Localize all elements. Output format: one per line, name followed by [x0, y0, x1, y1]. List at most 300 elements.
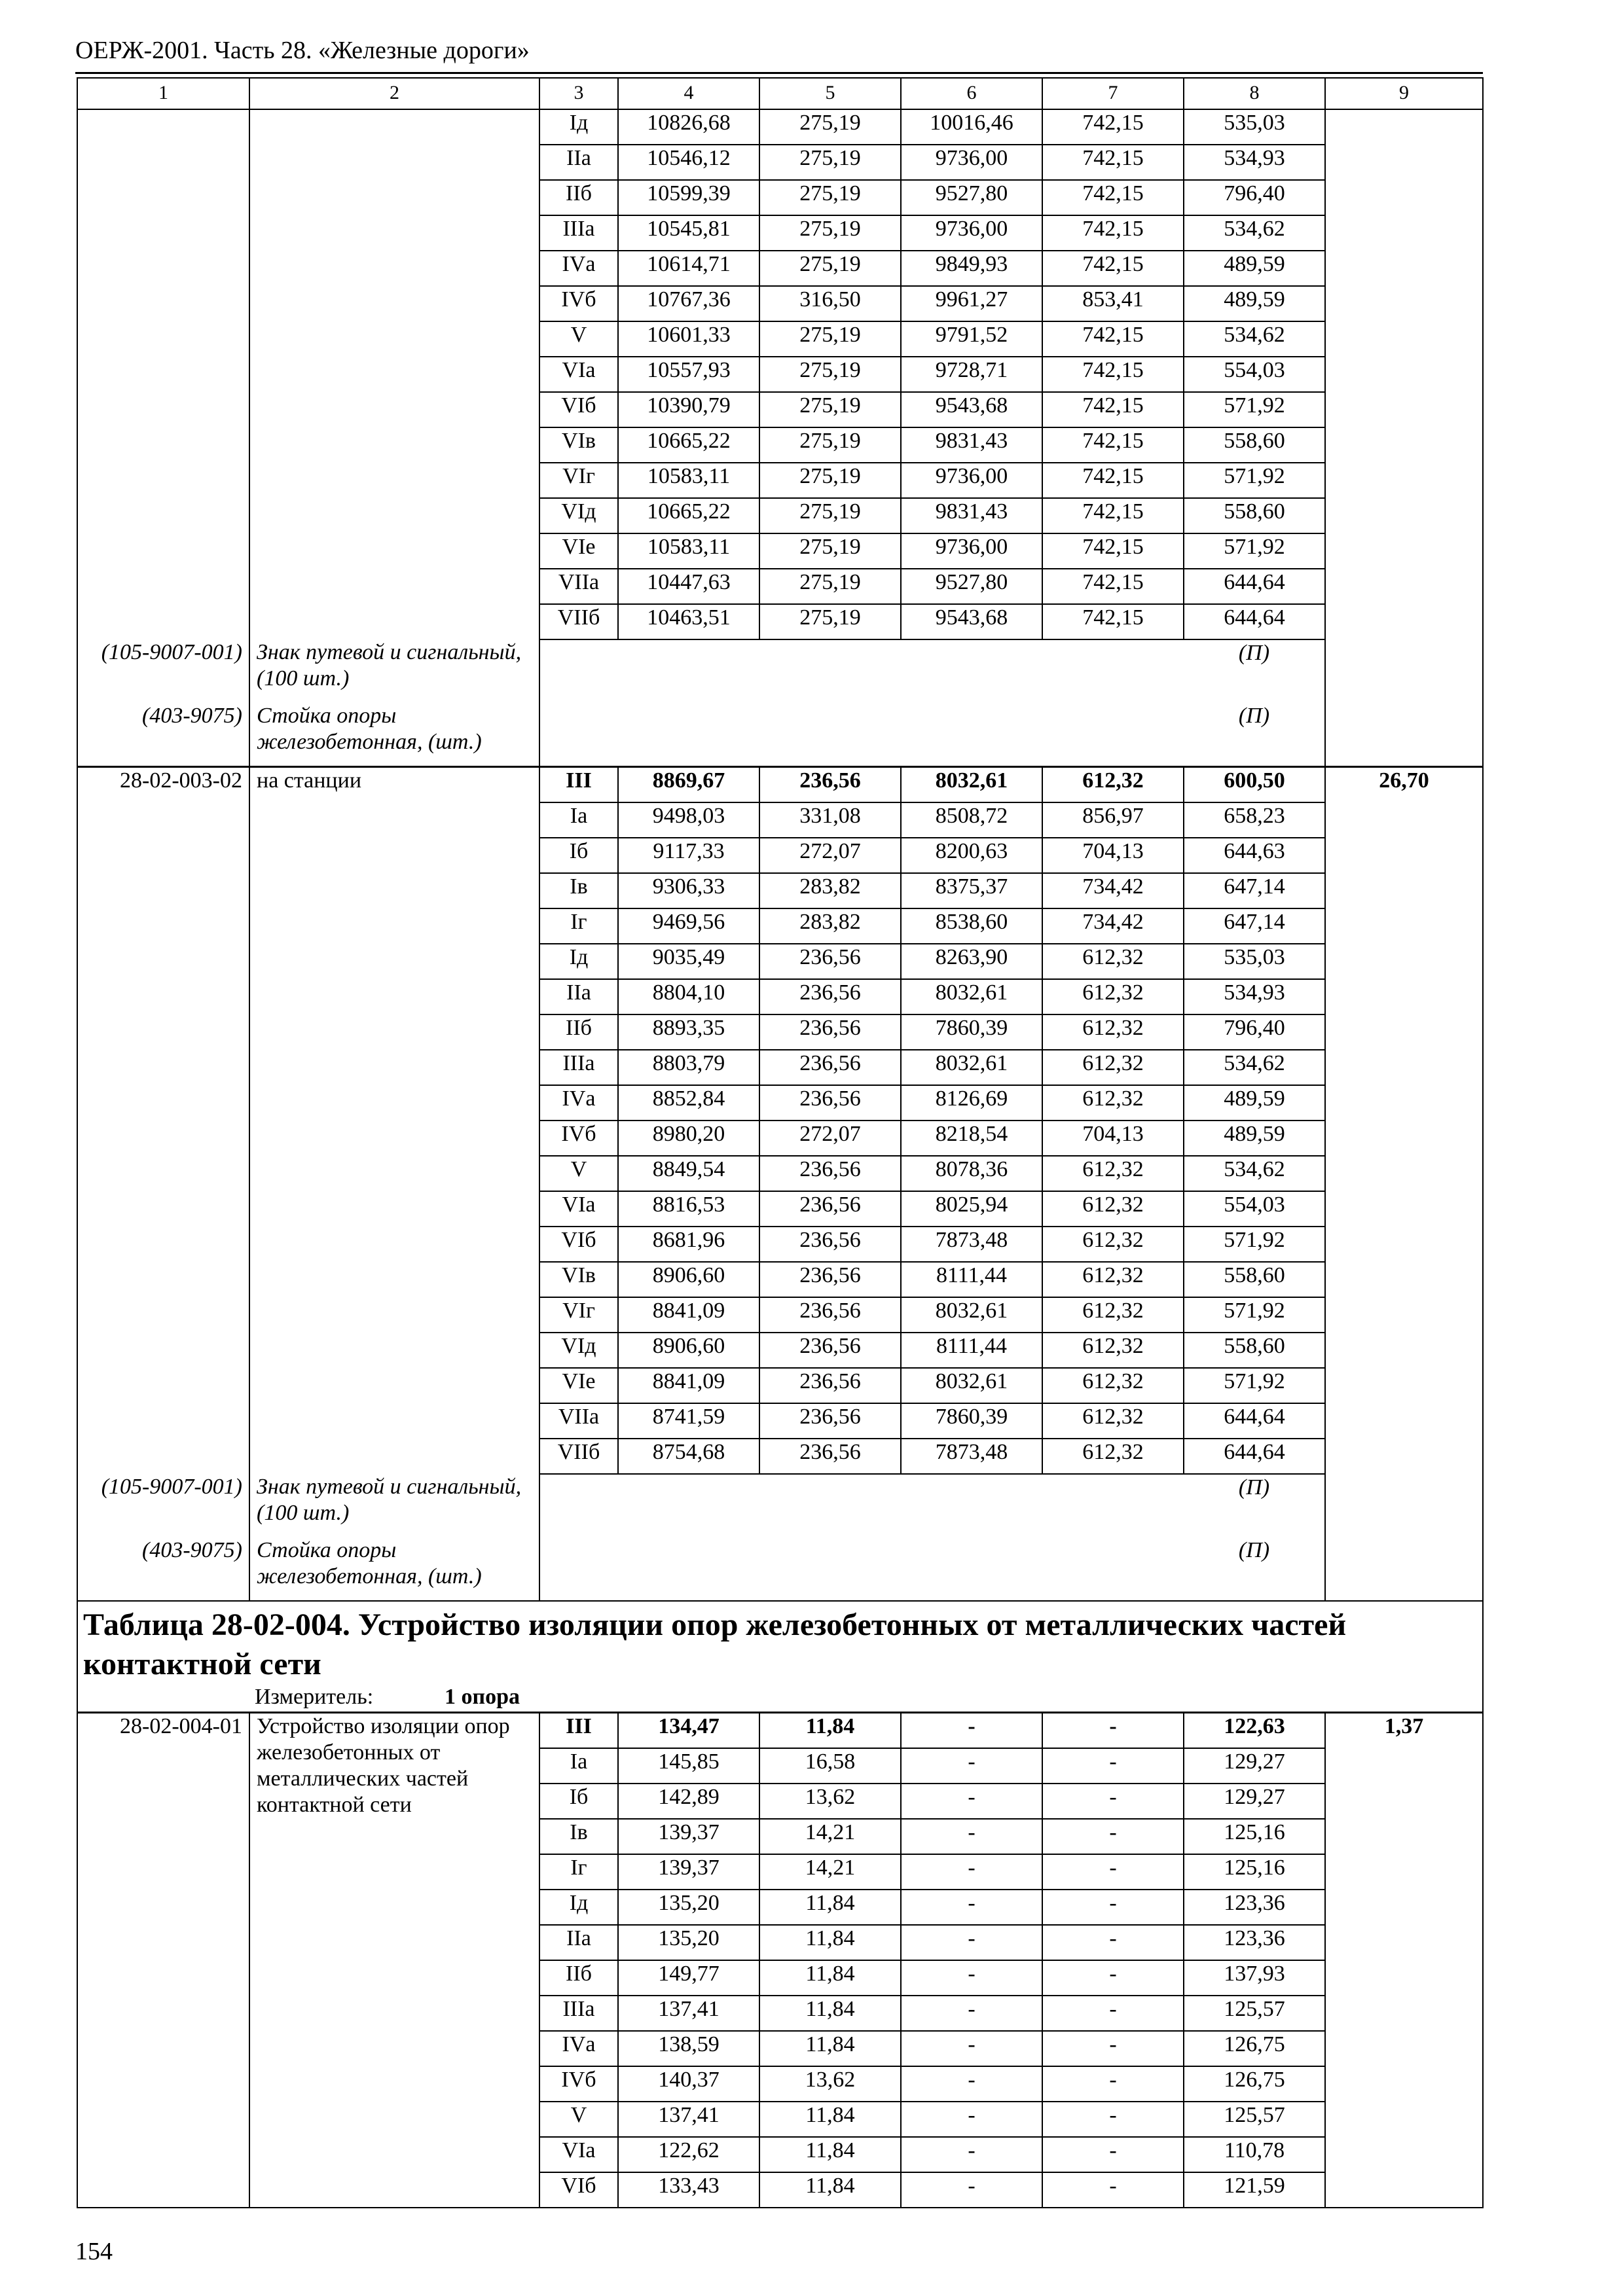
empty-cell	[901, 703, 1042, 767]
materials-cell: 535,03	[1184, 109, 1325, 145]
work-name-cell	[249, 498, 539, 533]
machines-cell: 9543,68	[901, 392, 1042, 427]
measure-cell	[77, 1684, 1483, 1713]
materials-cell: 125,57	[1184, 1996, 1325, 2031]
table-row	[77, 1085, 1483, 1121]
column-number: 6	[901, 78, 1042, 109]
column-number-row	[77, 78, 1483, 109]
measure-label: Измеритель:	[255, 1685, 374, 1709]
machinist-wages-cell: 612,32	[1042, 1403, 1184, 1439]
rate-code-cell	[77, 979, 249, 1014]
resource-note-row	[77, 639, 1483, 703]
labor-cost-cell	[1325, 109, 1483, 145]
labor-cost-cell	[1325, 463, 1483, 498]
materials-cell: 644,64	[1184, 604, 1325, 639]
region-cell: Iа	[539, 1748, 618, 1784]
labor-cost-cell	[1325, 944, 1483, 979]
work-name-cell	[249, 2137, 539, 2172]
region-cell: IVб	[539, 286, 618, 321]
machines-cell: 9736,00	[901, 145, 1042, 180]
machines-cell: -	[901, 1925, 1042, 1960]
rate-code-cell	[77, 1439, 249, 1474]
rate-code-cell	[77, 1085, 249, 1121]
region-cell: VIг	[539, 463, 618, 498]
region-cell: V	[539, 2102, 618, 2137]
region-cell: Iв	[539, 873, 618, 908]
region-cell: IIа	[539, 1925, 618, 1960]
machinist-wages-cell: -	[1042, 1996, 1184, 2031]
rates-table	[77, 77, 1484, 2208]
empty-cell	[539, 703, 618, 767]
materials-cell: 121,59	[1184, 2172, 1325, 2208]
machines-cell: -	[901, 1996, 1042, 2031]
labor-cost-cell	[1325, 1368, 1483, 1403]
table-row	[77, 1121, 1483, 1156]
rate-code-cell	[77, 802, 249, 838]
rates-table-body	[77, 78, 1483, 2208]
wages-cell: 275,19	[759, 109, 901, 145]
total-cost-cell: 8841,09	[618, 1368, 759, 1403]
labor-cost-cell	[1325, 357, 1483, 392]
work-name-cell	[249, 2066, 539, 2102]
rate-code-cell	[77, 1262, 249, 1297]
machinist-wages-cell: 704,13	[1042, 1121, 1184, 1156]
rate-code-cell	[77, 2066, 249, 2102]
work-name-cell	[249, 1854, 539, 1890]
machinist-wages-cell: 612,32	[1042, 1050, 1184, 1085]
machinist-wages-cell: 742,15	[1042, 180, 1184, 215]
rate-code-cell	[77, 2102, 249, 2137]
machinist-wages-cell: 742,15	[1042, 569, 1184, 604]
materials-cell: 535,03	[1184, 944, 1325, 979]
labor-cost-cell	[1325, 1121, 1483, 1156]
total-cost-cell: 9306,33	[618, 873, 759, 908]
wages-cell: 236,56	[759, 944, 901, 979]
resource-name: Стойка опоры железобетонная, (шт.)	[249, 703, 539, 767]
machinist-wages-cell: -	[1042, 1854, 1184, 1890]
table-row	[77, 1368, 1483, 1403]
labor-cost-cell	[1325, 1925, 1483, 1960]
work-name-cell	[249, 1996, 539, 2031]
materials-cell: 647,14	[1184, 908, 1325, 944]
work-name-cell	[249, 1960, 539, 1996]
region-cell: IIIа	[539, 215, 618, 251]
rate-code-cell	[77, 873, 249, 908]
region-cell: Iг	[539, 1854, 618, 1890]
table-row	[77, 1050, 1483, 1085]
machinist-wages-cell: 742,15	[1042, 321, 1184, 357]
table-row	[77, 1890, 1483, 1925]
table-row	[77, 1960, 1483, 1996]
region-cell: Iд	[539, 944, 618, 979]
total-cost-cell: 149,77	[618, 1960, 759, 1996]
total-cost-cell: 10614,71	[618, 251, 759, 286]
machines-cell: 8032,61	[901, 767, 1042, 803]
materials-cell: 129,27	[1184, 1748, 1325, 1784]
machinist-wages-cell: 612,32	[1042, 1368, 1184, 1403]
header-rule	[75, 72, 1483, 74]
table-row	[77, 767, 1483, 803]
table-row	[77, 427, 1483, 463]
wages-cell: 272,07	[759, 1121, 901, 1156]
document-header-title: ОЕРЖ-2001. Часть 28. «Железные дороги»	[75, 37, 530, 64]
work-name-cell	[249, 873, 539, 908]
machinist-wages-cell: -	[1042, 1925, 1184, 1960]
empty-cell	[1325, 639, 1483, 703]
empty-cell	[618, 1537, 759, 1601]
labor-cost-cell	[1325, 838, 1483, 873]
resource-note-row	[77, 1537, 1483, 1601]
rate-code-cell	[77, 1748, 249, 1784]
labor-cost-cell	[1325, 604, 1483, 639]
resource-mark: (П)	[1238, 1475, 1270, 1499]
table-row	[77, 2172, 1483, 2208]
labor-cost-cell	[1325, 1403, 1483, 1439]
wages-cell: 236,56	[759, 1014, 901, 1050]
wages-cell: 275,19	[759, 215, 901, 251]
machinist-wages-cell: 742,15	[1042, 604, 1184, 639]
machinist-wages-cell: -	[1042, 1713, 1184, 1749]
total-cost-cell: 8681,96	[618, 1227, 759, 1262]
rate-code-cell	[77, 1227, 249, 1262]
rate-code-cell	[77, 1014, 249, 1050]
table-row	[77, 2102, 1483, 2137]
labor-cost-cell	[1325, 1156, 1483, 1191]
labor-cost-cell	[1325, 145, 1483, 180]
work-name-cell	[249, 1156, 539, 1191]
wages-cell: 236,56	[759, 1191, 901, 1227]
wages-cell: 13,62	[759, 2066, 901, 2102]
region-cell: IVа	[539, 2031, 618, 2066]
measure-value: 1 опора	[445, 1685, 520, 1709]
total-cost-cell: 145,85	[618, 1748, 759, 1784]
work-name-cell	[249, 145, 539, 180]
machines-cell: -	[901, 1960, 1042, 1996]
materials-cell: 534,62	[1184, 321, 1325, 357]
labor-cost-cell	[1325, 2066, 1483, 2102]
materials-cell: 571,92	[1184, 392, 1325, 427]
rate-code-cell	[77, 604, 249, 639]
wages-cell: 11,84	[759, 2102, 901, 2137]
materials-cell: 489,59	[1184, 1085, 1325, 1121]
wages-cell: 11,84	[759, 2172, 901, 2208]
labor-cost-cell	[1325, 392, 1483, 427]
wages-cell: 11,84	[759, 2031, 901, 2066]
work-name-cell	[249, 321, 539, 357]
work-name-cell	[249, 2031, 539, 2066]
wages-cell: 14,21	[759, 1819, 901, 1854]
machines-cell: -	[901, 2172, 1042, 2208]
materials-cell: 129,27	[1184, 1784, 1325, 1819]
machines-cell: 8126,69	[901, 1085, 1042, 1121]
labor-cost-cell	[1325, 569, 1483, 604]
table-row	[77, 1262, 1483, 1297]
materials-cell: 534,62	[1184, 215, 1325, 251]
table-row	[77, 2066, 1483, 2102]
wages-cell: 236,56	[759, 1262, 901, 1297]
column-number: 4	[618, 78, 759, 109]
labor-cost-cell	[1325, 321, 1483, 357]
materials-cell: 644,64	[1184, 569, 1325, 604]
total-cost-cell: 142,89	[618, 1784, 759, 1819]
machines-cell: 8375,37	[901, 873, 1042, 908]
materials-cell: 796,40	[1184, 180, 1325, 215]
work-name-cell	[249, 1085, 539, 1121]
region-cell: IVб	[539, 2066, 618, 2102]
wages-cell: 275,19	[759, 145, 901, 180]
region-cell: III	[539, 767, 618, 803]
work-name-cell	[249, 908, 539, 944]
labor-cost-cell	[1325, 908, 1483, 944]
materials-cell: 558,60	[1184, 1333, 1325, 1368]
table-row	[77, 392, 1483, 427]
table-row	[77, 1854, 1483, 1890]
table-row	[77, 533, 1483, 569]
materials-cell: 123,36	[1184, 1890, 1325, 1925]
machines-cell: 9543,68	[901, 604, 1042, 639]
region-cell: VIа	[539, 357, 618, 392]
machinist-wages-cell: 742,15	[1042, 498, 1184, 533]
rate-code-cell	[77, 498, 249, 533]
labor-cost-cell	[1325, 427, 1483, 463]
resource-name: Стойка опоры железобетонная, (шт.)	[249, 1537, 539, 1601]
rate-code-cell	[77, 109, 249, 145]
empty-cell	[1042, 703, 1184, 767]
work-name-cell	[249, 1297, 539, 1333]
empty-cell	[618, 703, 759, 767]
machines-cell: 8111,44	[901, 1262, 1042, 1297]
rate-code-cell: 28-02-003-02	[77, 767, 249, 803]
total-cost-cell: 10665,22	[618, 498, 759, 533]
machines-cell: 8263,90	[901, 944, 1042, 979]
rate-code-cell	[77, 1156, 249, 1191]
machines-cell: 9527,80	[901, 180, 1042, 215]
machinist-wages-cell: 742,15	[1042, 392, 1184, 427]
table-row	[77, 215, 1483, 251]
total-cost-cell: 8804,10	[618, 979, 759, 1014]
resource-code: (105-9007-001)	[77, 1474, 249, 1537]
empty-cell	[618, 1474, 759, 1537]
rate-code-cell	[77, 357, 249, 392]
table-row	[77, 321, 1483, 357]
machinist-wages-cell: -	[1042, 1890, 1184, 1925]
total-cost-cell: 10557,93	[618, 357, 759, 392]
machines-cell: -	[901, 2137, 1042, 2172]
total-cost-cell: 8741,59	[618, 1403, 759, 1439]
region-cell: VIе	[539, 533, 618, 569]
materials-cell: 658,23	[1184, 802, 1325, 838]
table-row	[77, 1925, 1483, 1960]
wages-cell: 275,19	[759, 427, 901, 463]
machines-cell: 8032,61	[901, 1297, 1042, 1333]
wages-cell: 275,19	[759, 533, 901, 569]
machines-cell: -	[901, 1784, 1042, 1819]
machinist-wages-cell: 612,32	[1042, 1333, 1184, 1368]
machines-cell: 7873,48	[901, 1439, 1042, 1474]
work-name-cell	[249, 2102, 539, 2137]
total-cost-cell: 137,41	[618, 1996, 759, 2031]
wages-cell: 283,82	[759, 873, 901, 908]
table-row	[77, 1439, 1483, 1474]
wages-cell: 275,19	[759, 392, 901, 427]
table-row	[77, 604, 1483, 639]
machines-cell: 9831,43	[901, 498, 1042, 533]
materials-cell: 644,64	[1184, 1439, 1325, 1474]
labor-cost-cell	[1325, 1960, 1483, 1996]
rate-code-cell	[77, 251, 249, 286]
work-name-cell	[249, 1403, 539, 1439]
wages-cell: 236,56	[759, 1403, 901, 1439]
work-name-cell: на станции	[249, 767, 539, 803]
labor-cost-cell	[1325, 873, 1483, 908]
rate-code-cell	[77, 1297, 249, 1333]
table-row	[77, 802, 1483, 838]
machinist-wages-cell: 612,32	[1042, 1014, 1184, 1050]
table-row	[77, 873, 1483, 908]
materials-cell: 125,16	[1184, 1819, 1325, 1854]
table-row	[77, 979, 1483, 1014]
region-cell: VIа	[539, 2137, 618, 2172]
empty-cell	[759, 639, 901, 703]
rate-code-cell	[77, 427, 249, 463]
machines-cell: 9728,71	[901, 357, 1042, 392]
rate-code-cell	[77, 1121, 249, 1156]
rate-code-cell	[77, 1925, 249, 1960]
labor-cost-cell	[1325, 1050, 1483, 1085]
region-cell: VIв	[539, 1262, 618, 1297]
rate-code-cell	[77, 533, 249, 569]
labor-cost-cell	[1325, 1996, 1483, 2031]
materials-cell: 554,03	[1184, 357, 1325, 392]
rate-code-cell	[77, 569, 249, 604]
work-name-cell	[249, 1050, 539, 1085]
resource-code: (403-9075)	[77, 703, 249, 767]
machines-cell: 9849,93	[901, 251, 1042, 286]
rate-code-cell	[77, 463, 249, 498]
resource-mark: (П)	[1238, 704, 1270, 728]
total-cost-cell: 10665,22	[618, 427, 759, 463]
machines-cell: 8538,60	[901, 908, 1042, 944]
materials-cell: 554,03	[1184, 1191, 1325, 1227]
column-number: 1	[77, 78, 249, 109]
wages-cell: 275,19	[759, 498, 901, 533]
machinist-wages-cell: 742,15	[1042, 463, 1184, 498]
rate-code-cell	[77, 1368, 249, 1403]
work-name-cell	[249, 979, 539, 1014]
rate-code-cell	[77, 1819, 249, 1854]
total-cost-cell: 10583,11	[618, 463, 759, 498]
rate-code-cell	[77, 1333, 249, 1368]
region-cell: VIд	[539, 498, 618, 533]
materials-cell: 558,60	[1184, 1262, 1325, 1297]
work-name-cell	[249, 215, 539, 251]
materials-cell: 125,57	[1184, 2102, 1325, 2137]
materials-cell: 125,16	[1184, 1854, 1325, 1890]
materials-cell: 137,93	[1184, 1960, 1325, 1996]
total-cost-cell: 9498,03	[618, 802, 759, 838]
rate-code-cell	[77, 1890, 249, 1925]
column-number: 3	[539, 78, 618, 109]
machines-cell: -	[901, 1854, 1042, 1890]
table-row	[77, 498, 1483, 533]
materials-cell: 644,64	[1184, 1403, 1325, 1439]
empty-cell	[759, 1474, 901, 1537]
labor-cost-cell	[1325, 1227, 1483, 1262]
rate-code-cell: 28-02-004-01	[77, 1713, 249, 1749]
region-cell: IIб	[539, 1014, 618, 1050]
wages-cell: 14,21	[759, 1854, 901, 1890]
region-cell: V	[539, 1156, 618, 1191]
region-cell: Iг	[539, 908, 618, 944]
wages-cell: 236,56	[759, 1085, 901, 1121]
region-cell: IIб	[539, 180, 618, 215]
machinist-wages-cell: 742,15	[1042, 251, 1184, 286]
table-row	[77, 1297, 1483, 1333]
wages-cell: 11,84	[759, 1925, 901, 1960]
machinist-wages-cell: -	[1042, 1960, 1184, 1996]
table-row	[77, 1014, 1483, 1050]
total-cost-cell: 8803,79	[618, 1050, 759, 1085]
labor-cost-cell	[1325, 1854, 1483, 1890]
machines-cell: 9736,00	[901, 533, 1042, 569]
total-cost-cell: 10767,36	[618, 286, 759, 321]
rate-code-cell	[77, 2137, 249, 2172]
column-number: 8	[1184, 78, 1325, 109]
machines-cell: 9831,43	[901, 427, 1042, 463]
labor-cost-cell	[1325, 286, 1483, 321]
total-cost-cell: 10447,63	[618, 569, 759, 604]
wages-cell: 11,84	[759, 1996, 901, 2031]
labor-cost-cell	[1325, 251, 1483, 286]
region-cell: IVб	[539, 1121, 618, 1156]
machines-cell: -	[901, 1890, 1042, 1925]
table-row	[77, 463, 1483, 498]
wages-cell: 13,62	[759, 1784, 901, 1819]
total-cost-cell: 9035,49	[618, 944, 759, 979]
labor-cost-cell	[1325, 1085, 1483, 1121]
work-name-cell	[249, 1890, 539, 1925]
resource-mark: (П)	[1184, 1537, 1325, 1601]
labor-cost-cell	[1325, 1819, 1483, 1854]
resource-code: (403-9075)	[77, 1537, 249, 1601]
materials-cell: 796,40	[1184, 1014, 1325, 1050]
rate-code-cell	[77, 1191, 249, 1227]
column-number: 7	[1042, 78, 1184, 109]
rate-code-cell	[77, 1960, 249, 1996]
wages-cell: 11,84	[759, 1890, 901, 1925]
region-cell: VIд	[539, 1333, 618, 1368]
machinist-wages-cell: 612,32	[1042, 1262, 1184, 1297]
empty-cell	[901, 1537, 1042, 1601]
work-name-cell	[249, 604, 539, 639]
labor-cost-cell	[1325, 2031, 1483, 2066]
total-cost-cell: 8816,53	[618, 1191, 759, 1227]
total-cost-cell: 8754,68	[618, 1439, 759, 1474]
table-row	[77, 180, 1483, 215]
region-cell: VIб	[539, 1227, 618, 1262]
region-cell: Iд	[539, 109, 618, 145]
machinist-wages-cell: 612,32	[1042, 1156, 1184, 1191]
machinist-wages-cell: 853,41	[1042, 286, 1184, 321]
region-cell: Iб	[539, 1784, 618, 1819]
rate-code-cell	[77, 321, 249, 357]
machines-cell: -	[901, 1713, 1042, 1749]
machinist-wages-cell: 704,13	[1042, 838, 1184, 873]
work-name-cell	[249, 2172, 539, 2208]
table-row	[77, 1713, 1483, 1749]
region-cell: VIа	[539, 1191, 618, 1227]
wages-cell: 275,19	[759, 251, 901, 286]
